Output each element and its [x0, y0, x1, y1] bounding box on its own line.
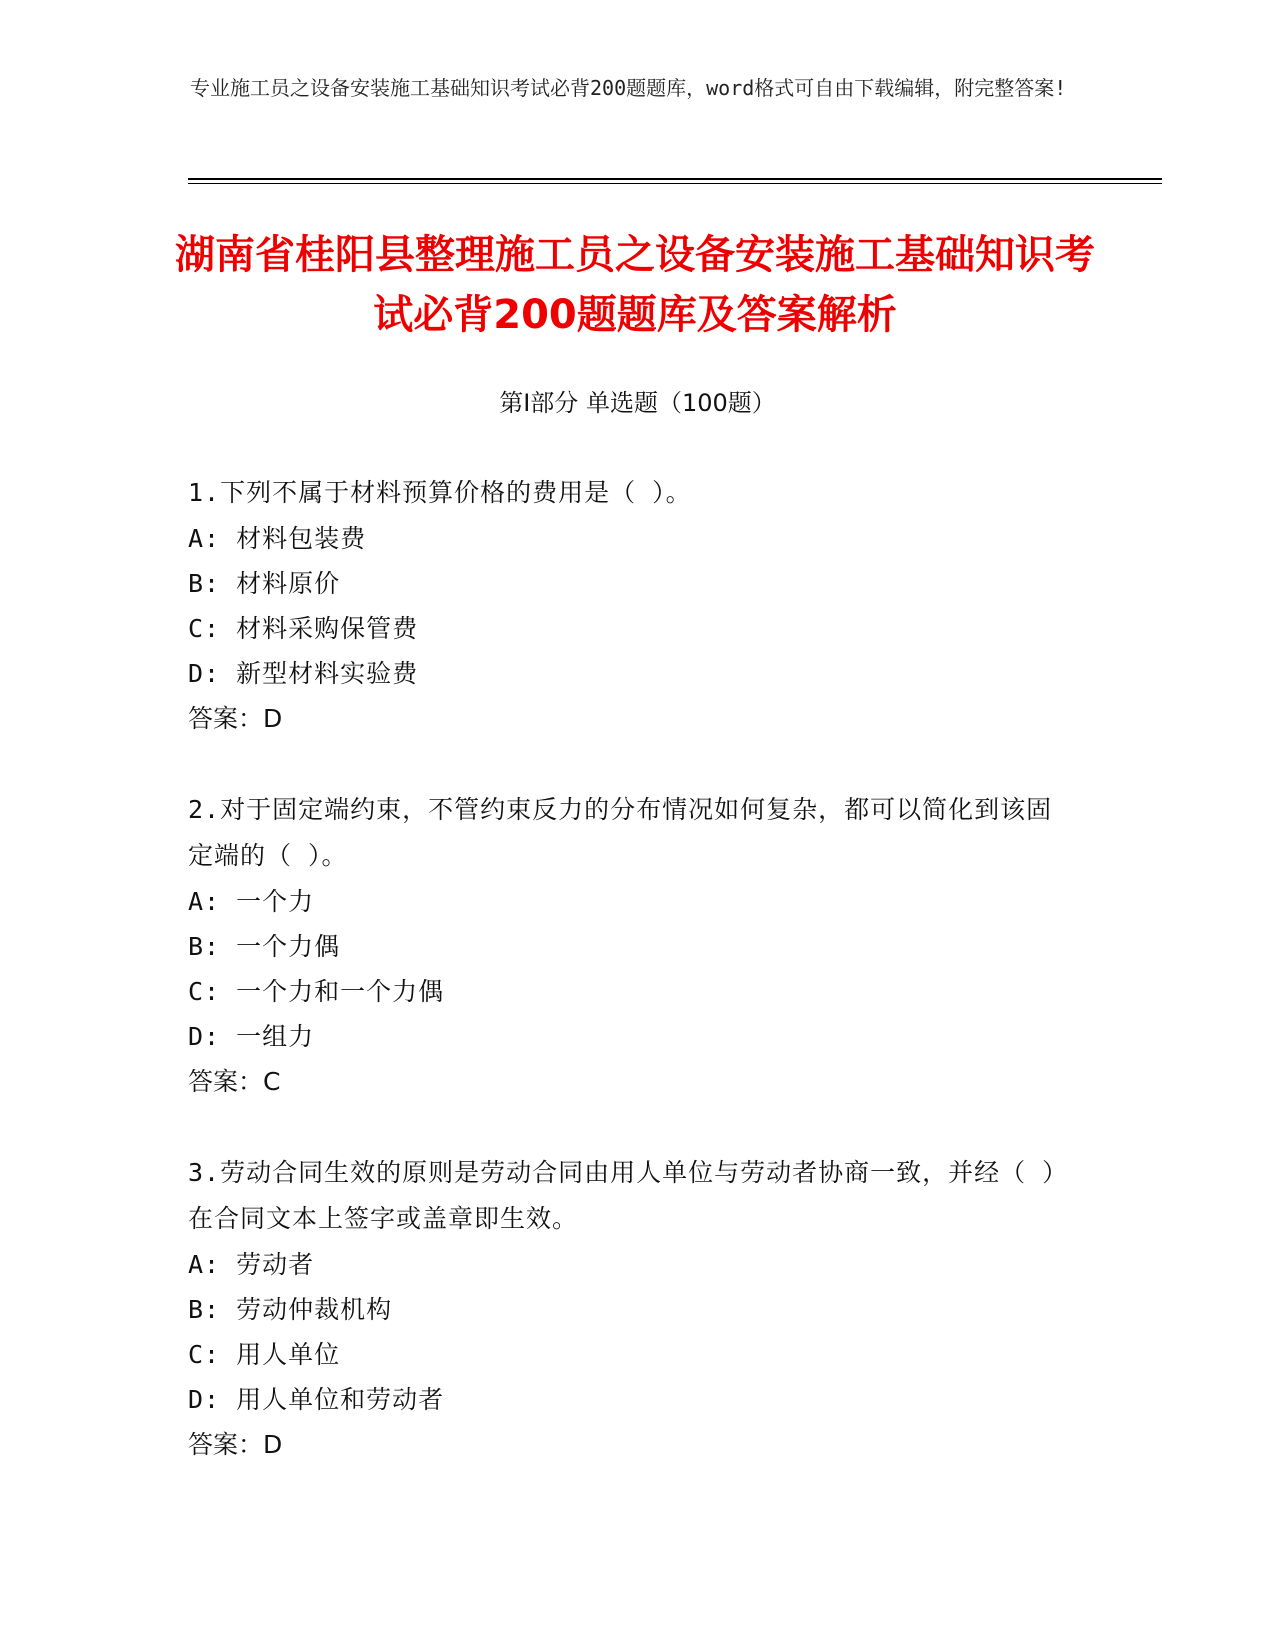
option-c: C: 一个力和一个力偶 [188, 977, 445, 1006]
option-a: A: 材料包装费 [188, 524, 367, 553]
section-title: 第Ⅰ部分 单选题（100题） [499, 389, 776, 417]
question-list [188, 470, 1068, 1513]
option-c: C: 材料采购保管费 [188, 614, 419, 643]
option-b: B: 劳动仲裁机构 [188, 1295, 393, 1324]
question-1 [188, 470, 1068, 741]
option-d: D: 一组力 [188, 1022, 315, 1051]
option-b: B: 一个力偶 [188, 932, 341, 961]
answer: 答案：D [188, 1430, 283, 1459]
option-b: B: 材料原价 [188, 569, 341, 598]
answer: 答案：C [188, 1067, 281, 1096]
question-stem: 2.对于固定端约束，不管约束反力的分布情况如何复杂，都可以简化到该固定端的（ ）。 [188, 795, 1053, 870]
option-a: A: 一个力 [188, 887, 315, 916]
option-c: C: 用人单位 [188, 1340, 341, 1369]
header-note: 专业施工员之设备安装施工基础知识考试必背200题题库，word格式可自由下载编辑，附完整答案! [190, 76, 1067, 100]
question-3 [188, 1150, 1068, 1467]
header-divider-thick [188, 178, 1162, 180]
option-a: A: 劳动者 [188, 1250, 315, 1279]
header-divider-thin [188, 183, 1162, 184]
answer: 答案：D [188, 704, 283, 733]
question-stem: 3.劳动合同生效的原则是劳动合同由用人单位与劳动者协商一致，并经（ ）在合同文本上签字或盖章即生效。 [188, 1158, 1056, 1233]
question-2 [188, 787, 1068, 1104]
option-d: D: 用人单位和劳动者 [188, 1385, 445, 1414]
document-title: 湖南省桂阳县整理施工员之设备安装施工基础知识考试必背200题题库及答案解析 [175, 232, 1095, 338]
question-stem: 1.下列不属于材料预算价格的费用是（ ）。 [188, 478, 692, 507]
option-d: D: 新型材料实验费 [188, 659, 419, 688]
